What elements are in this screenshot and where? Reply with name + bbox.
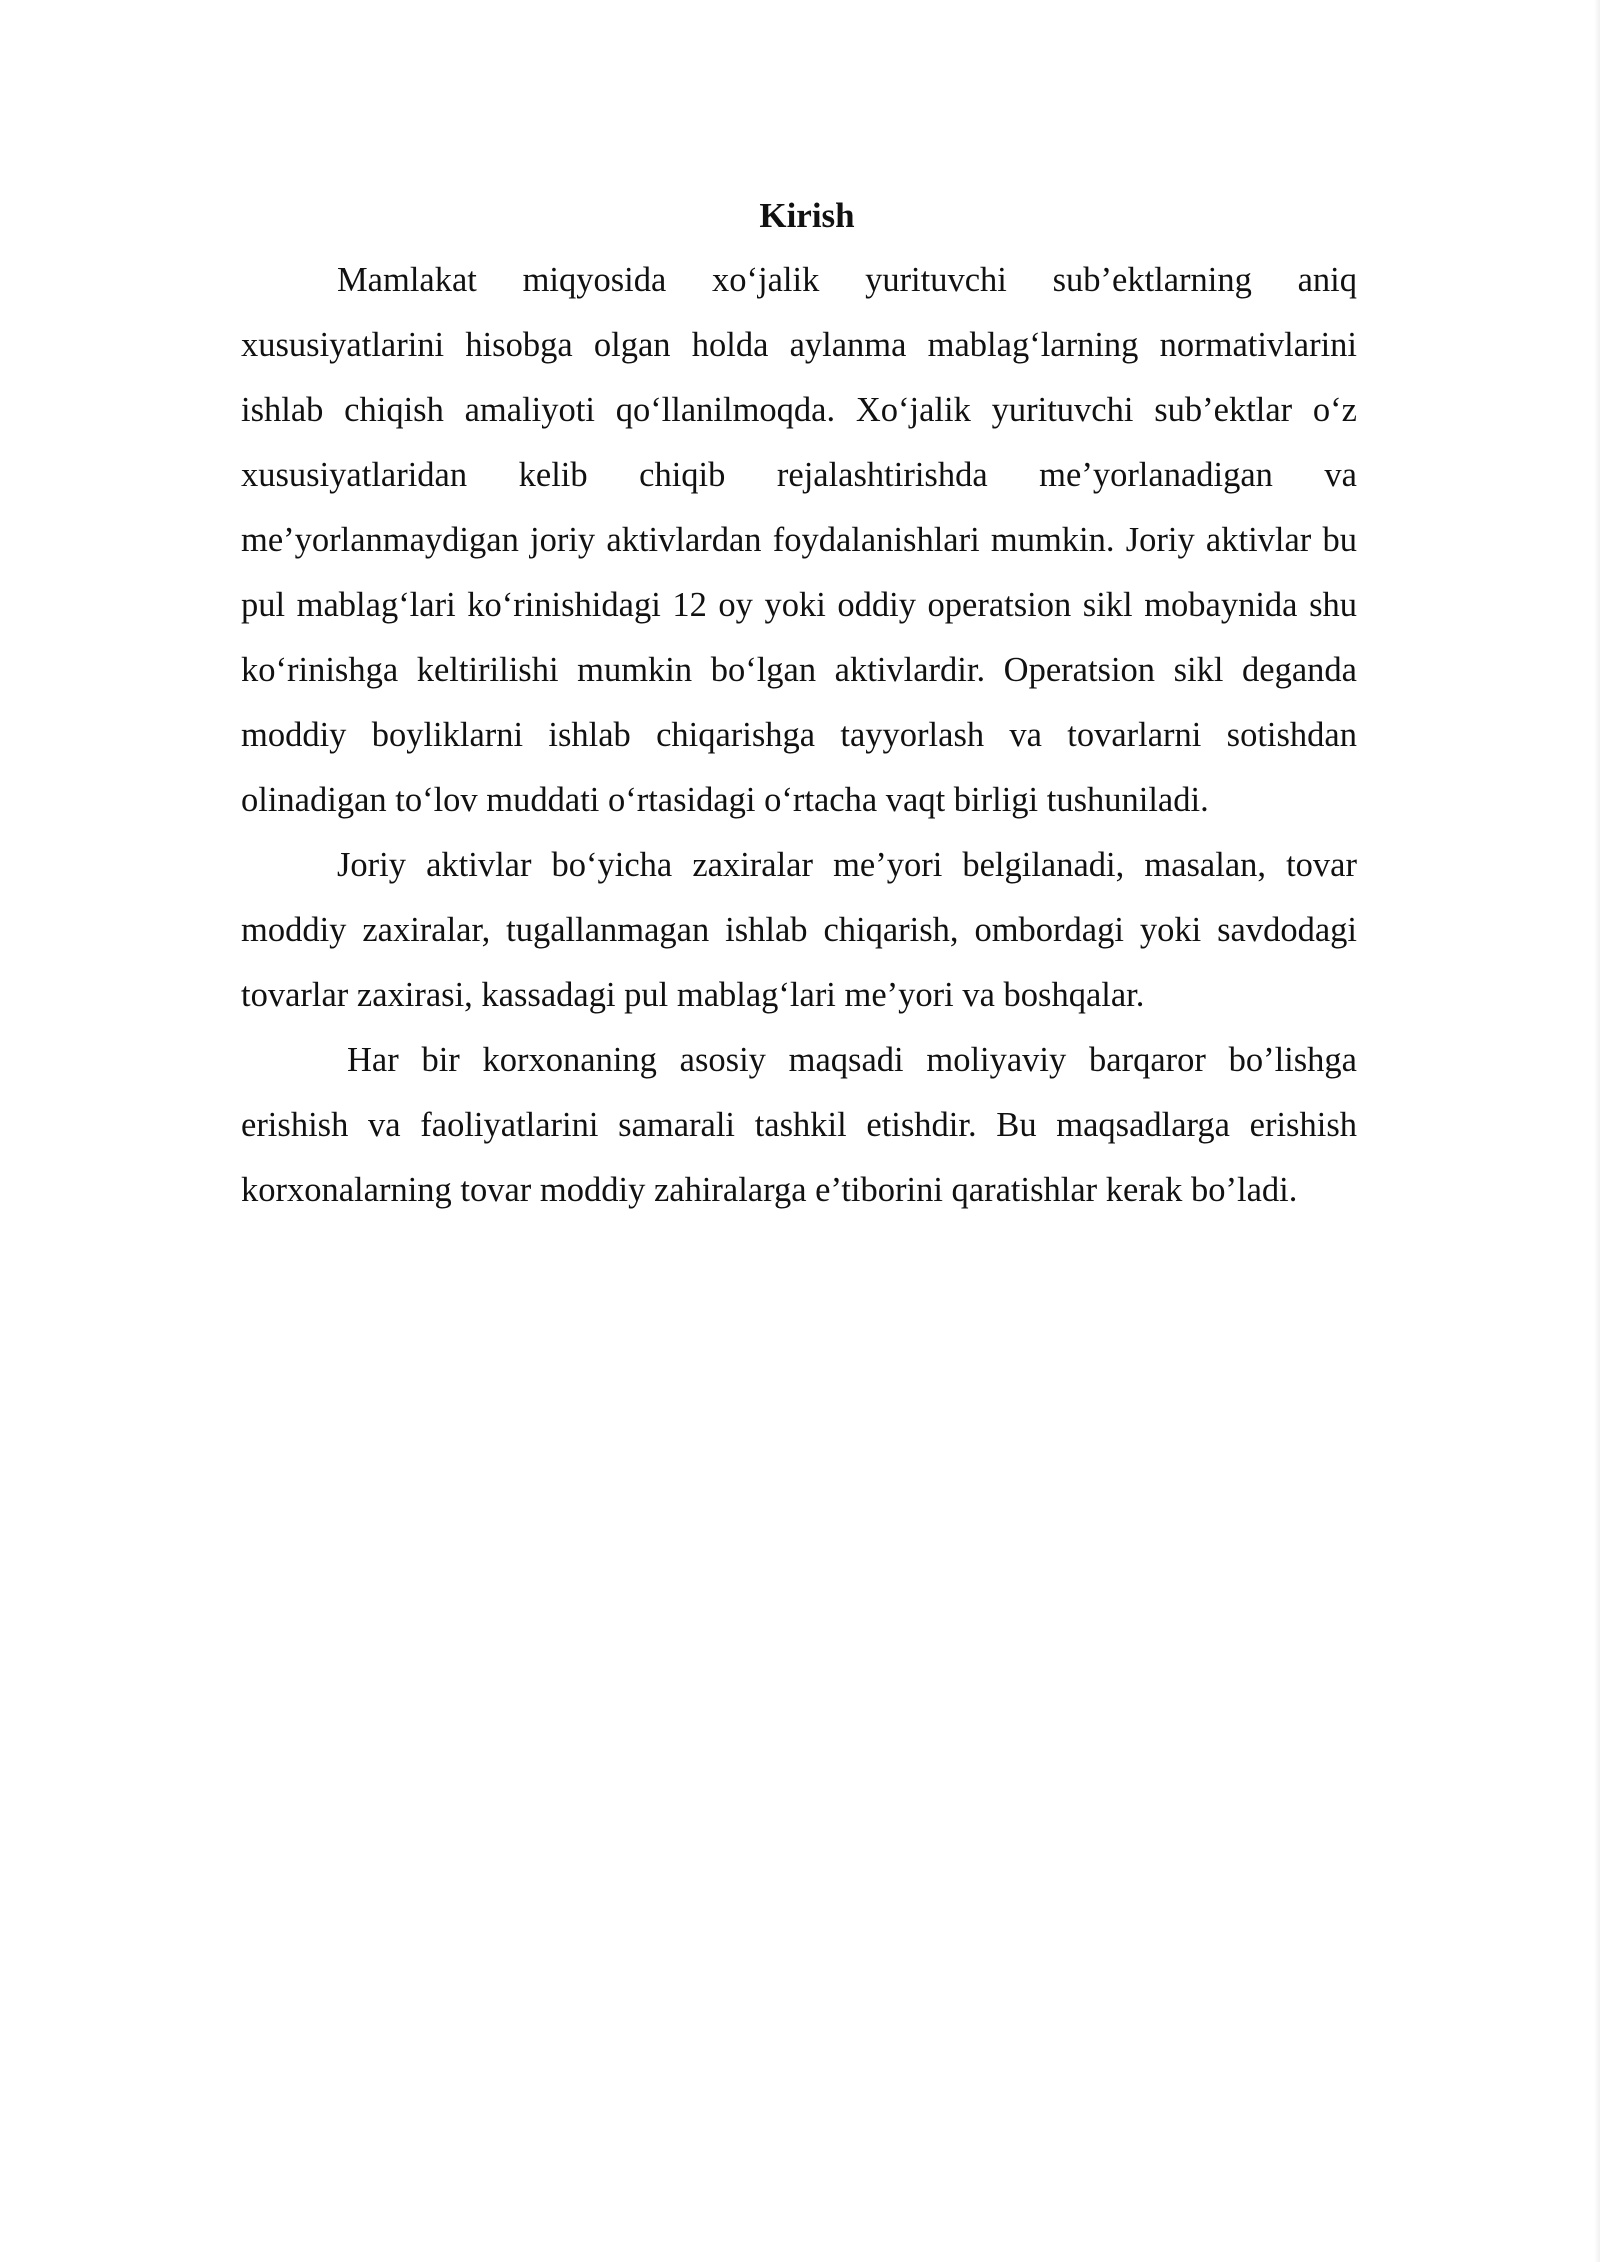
page-edge-shadow	[1594, 0, 1600, 2262]
paragraph-1: Mamlakat miqyosida xo‘jalik yurituvchi sub’ektlarning aniq xususiyatlarini hisobga olgan holda aylanma mablag‘larning normativlarini ishlab chiqish amaliyoti qo‘llanilmoqda. Xo‘jalik yurituvchi sub’ektlar o‘z xususiyatlaridan kelib chiqib rejalashtirishda me’yorlanadigan va me’yorlanmaydigan joriy aktivlardan foydalanishlari mumkin. Joriy aktivlar bu pul mablag‘lari ko‘rinishidagi 12 oy yoki oddiy operatsion sikl mobaynida shu ko‘rinishga keltirilishi mumkin bo‘lgan aktivlardir. Operatsion sikl deganda moddiy boyliklarni ishlab chiqarishga tayyorlash va tovarlarni sotishdan olinadigan to‘lov muddati o‘rtasidagi o‘rtacha vaqt birligi tushuniladi.	[241, 261, 1357, 819]
document-body	[241, 188, 1357, 1223]
paragraph-2: Joriy aktivlar bo‘yicha zaxiralar me’yori belgilanadi, masalan, tovar moddiy zaxiralar, tugallanmagan ishlab chiqarish, ombordagi yoki savdodagi tovarlar zaxirasi, kassadagi pul mablag‘lari me’yori va boshqalar.	[241, 846, 1357, 1014]
paragraph-3: Har bir korxonaning asosiy maqsadi moliyaviy barqaror bo’lishga erishish va faoliyatlarini samarali tashkil etishdir. Bu maqsadlarga erishish korxonalarning tovar moddiy zahiralarga e’tiborini qaratishlar kerak bo’ladi.	[241, 1041, 1357, 1209]
page-title: Kirish	[759, 196, 855, 235]
